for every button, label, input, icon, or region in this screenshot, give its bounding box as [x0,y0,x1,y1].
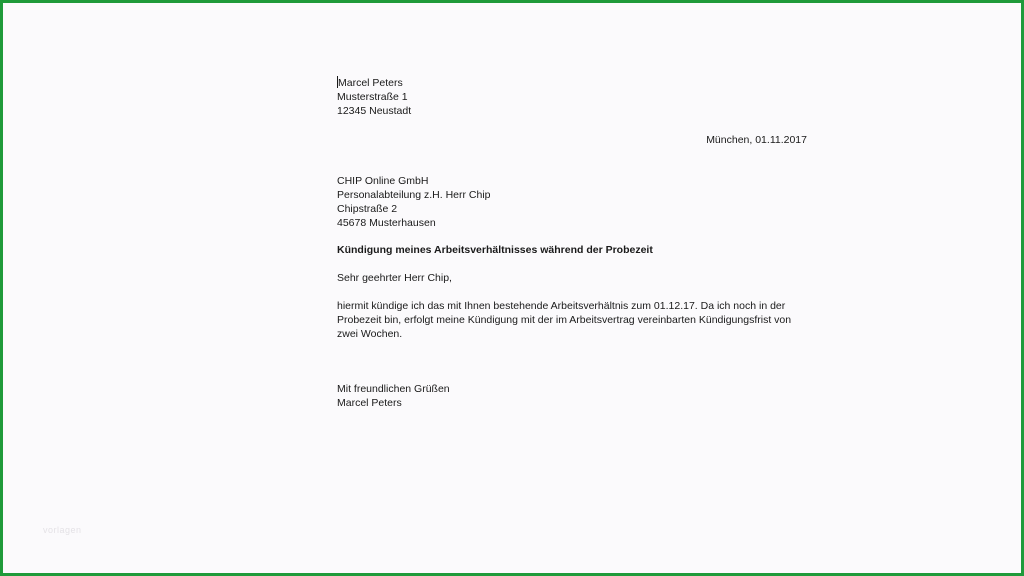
sender-street: Musterstraße 1 [337,91,408,103]
recipient-department: Personalabteilung z.H. Herr Chip [337,189,491,201]
recipient-address [337,174,491,230]
letter-date: München, 01.11.2017 [706,134,807,146]
letter-subject: Kündigung meines Arbeitsverhältnisses während der Probezeit [337,244,653,256]
closing-signature: Marcel Peters [337,397,402,409]
letter-body [337,299,807,341]
sender-address [337,76,411,118]
recipient-company: CHIP Online GmbH [337,175,429,187]
letter-closing [337,382,450,410]
sender-name-line[interactable] [337,76,411,90]
recipient-city: 45678 Musterhausen [337,217,436,229]
body-line-3: zwei Wochen. [337,328,403,340]
sender-name: Marcel Peters [338,77,403,89]
body-line-1: hiermit kündige ich das mit Ihnen bestehende Arbeitsverhältnis zum 01.12.17. Da ich noch in der [337,300,786,312]
recipient-street: Chipstraße 2 [337,203,398,215]
watermark: vorlagen [43,525,82,535]
closing-greeting: Mit freundlichen Grüßen [337,383,450,395]
body-line-2: Probezeit bin, erfolgt meine Kündigung mit der im Arbeitsvertrag vereinbarten Kündigungsfrist von [337,314,792,326]
letter-salutation: Sehr geehrter Herr Chip, [337,272,452,284]
sender-city: 12345 Neustadt [337,105,412,117]
